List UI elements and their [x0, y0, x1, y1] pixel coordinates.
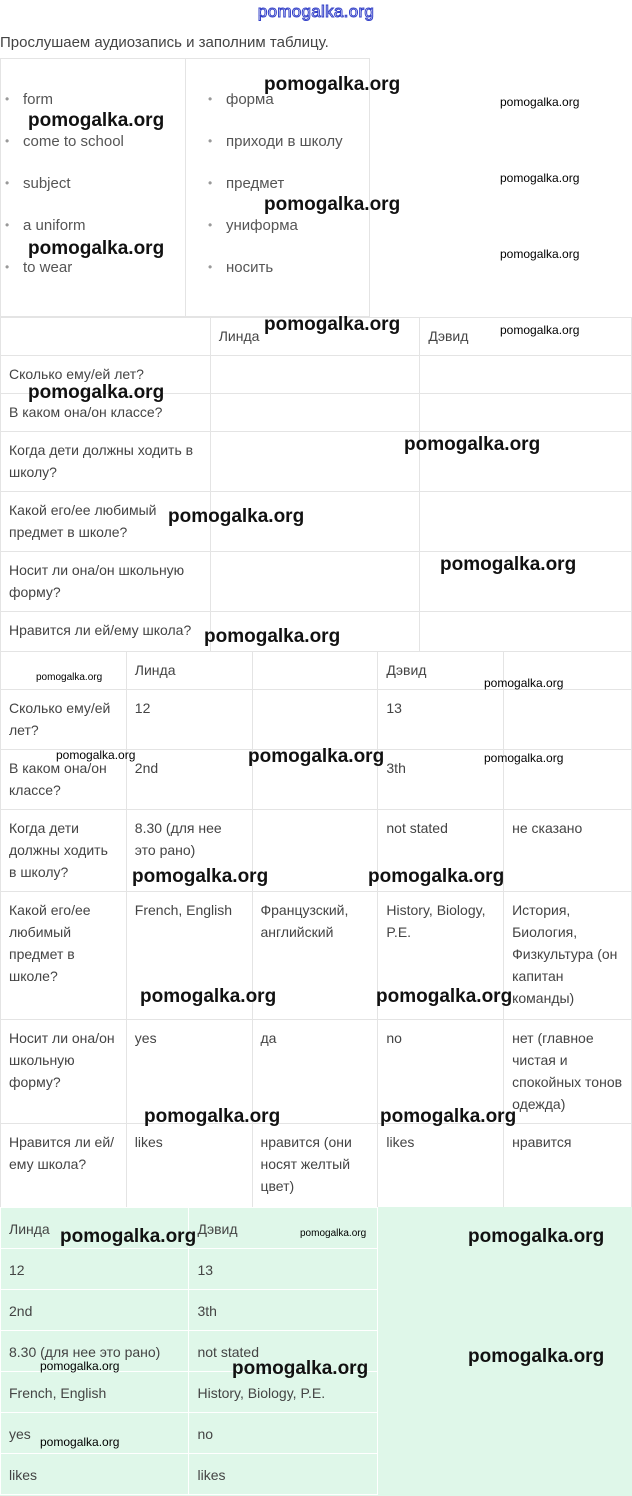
- table-row: [1, 1454, 378, 1495]
- table-row: [1, 492, 632, 552]
- table-header-cell: Дэвид: [189, 1208, 378, 1249]
- table-row: [1, 1124, 632, 1208]
- table-cell: да: [252, 1020, 378, 1124]
- table-cell: French, English: [1, 1372, 189, 1413]
- vocab-russian-column: [186, 59, 371, 316]
- table-cell: 3th: [189, 1290, 378, 1331]
- table-cell: нравится: [504, 1124, 632, 1208]
- watermark: pomogalka.org: [404, 434, 541, 455]
- answer-cell: [210, 432, 420, 492]
- watermark: pomogalka.org: [264, 74, 401, 95]
- watermark: pomogalka.org: [144, 1106, 281, 1127]
- table-header-cell: Дэвид: [420, 318, 632, 356]
- table-cell: 8.30 (для нее это рано): [126, 810, 252, 892]
- question-cell: Когда дети должны ходить в школу?: [1, 432, 211, 492]
- watermark: pomogalka.org: [140, 986, 277, 1007]
- table-cell: 2nd: [1, 1290, 189, 1331]
- table-row: [1, 690, 632, 750]
- vocab-en-item: • a uniform: [23, 217, 86, 234]
- vocabulary-table: [0, 58, 370, 317]
- questions-table-empty: [0, 317, 632, 652]
- table-cell: History, Biology, P.E.: [189, 1372, 378, 1413]
- table-cell: 13: [189, 1249, 378, 1290]
- question-cell: Сколько ему/ей лет?: [1, 356, 211, 394]
- question-cell: Когда дети должны ходить в школу?: [1, 810, 127, 892]
- watermark: pomogalka.org: [440, 554, 577, 575]
- table-row: [1, 1290, 378, 1331]
- question-cell: В каком она/он классе?: [1, 750, 127, 810]
- watermark: pomogalka.org: [500, 247, 580, 261]
- watermark: pomogalka.org: [28, 382, 165, 403]
- table-header-cell: Линда: [1, 1208, 189, 1249]
- vocab-ru-item: • носить: [226, 259, 273, 276]
- watermark: pomogalka.org: [36, 672, 103, 683]
- vocab-ru-item: • форма: [226, 91, 274, 108]
- table-header-cell: [1, 318, 211, 356]
- watermark: pomogalka.org: [168, 506, 305, 527]
- question-cell: Какой его/ее любимый предмет в школе?: [1, 892, 127, 1020]
- table-header-cell: Дэвид: [378, 652, 504, 690]
- watermark: pomogalka.org: [468, 1226, 605, 1247]
- answer-cell: [210, 356, 420, 394]
- table-cell: История, Биология, Физкультура (он капитан команды): [504, 892, 632, 1020]
- table-header-cell: [1, 652, 127, 690]
- watermark: pomogalka.org: [500, 95, 580, 109]
- answer-cell: [420, 394, 632, 432]
- table-cell: [252, 690, 378, 750]
- watermark: pomogalka.org: [28, 110, 165, 131]
- answers-table-full: [0, 651, 632, 1208]
- answer-cell: [420, 492, 632, 552]
- intro-text: Прослушаем аудиозапись и заполним таблицу.: [0, 34, 329, 51]
- table-cell: Французский, английский: [252, 892, 378, 1020]
- table-cell: 3th: [378, 750, 504, 810]
- watermark: pomogalka.org: [248, 746, 385, 767]
- answer-cell: [420, 356, 632, 394]
- table-cell: no: [378, 1020, 504, 1124]
- table-header-cell: Линда: [126, 652, 252, 690]
- watermark: pomogalka.org: [376, 986, 513, 1007]
- question-cell: Носит ли она/он школьную форму?: [1, 552, 211, 612]
- watermark: pomogalka.org: [40, 1435, 120, 1449]
- table-cell: 12: [1, 1249, 189, 1290]
- table-cell: [252, 810, 378, 892]
- watermark: pomogalka.org: [468, 1346, 605, 1367]
- answer-cell: [210, 394, 420, 432]
- table-cell: нет (главное чистая и спокойных тонов одежда): [504, 1020, 632, 1124]
- table-cell: не сказано: [504, 810, 632, 892]
- question-cell: Сколько ему/ей лет?: [1, 690, 127, 750]
- question-cell: Какой его/ее любимый предмет в школе?: [1, 492, 211, 552]
- vocab-ru-item: • предмет: [226, 175, 284, 192]
- table-cell: not stated: [189, 1331, 378, 1372]
- table-cell: yes: [1, 1413, 189, 1454]
- watermark: pomogalka.org: [40, 1359, 120, 1373]
- vocab-ru-item: • униформа: [226, 217, 298, 234]
- question-cell: Носит ли она/он школьную форму?: [1, 1020, 127, 1124]
- watermark: pomogalka.org: [264, 314, 401, 335]
- vocab-en-item: • to wear: [23, 259, 72, 276]
- table-row: [1, 1249, 378, 1290]
- table-cell: [504, 690, 632, 750]
- table-cell: 2nd: [126, 750, 252, 810]
- table-cell: 13: [378, 690, 504, 750]
- watermark: pomogalka.org: [300, 1228, 367, 1239]
- watermark: pomogalka.org: [380, 1106, 517, 1127]
- vocab-en-item: • subject: [23, 175, 71, 192]
- table-cell: 8.30 (для нее это рано): [1, 1331, 189, 1372]
- watermark: pomogalka.org: [56, 748, 136, 762]
- watermark: pomogalka.org: [264, 194, 401, 215]
- watermark: pomogalka.org: [500, 171, 580, 185]
- vocab-en-item: • form: [23, 91, 53, 108]
- table-cell: likes: [189, 1454, 378, 1495]
- table-cell: not stated: [378, 810, 504, 892]
- question-cell: Нравится ли ей/ему школа?: [1, 612, 211, 652]
- table-row: [1, 892, 632, 1020]
- vocab-en-item: • come to school: [23, 133, 124, 150]
- table-cell: yes: [126, 1020, 252, 1124]
- watermark: pomogalka.org: [368, 866, 505, 887]
- table-row: [1, 1020, 632, 1124]
- answer-summary-table: [0, 1207, 378, 1495]
- answer-cell: [210, 552, 420, 612]
- answer-cell: [420, 612, 632, 652]
- table-cell: likes: [126, 1124, 252, 1208]
- site-brand-header: pomogalka.org: [257, 2, 375, 21]
- table-cell: History, Biology, P.E.: [378, 892, 504, 1020]
- table-cell: likes: [1, 1454, 189, 1495]
- vocab-english-column: [1, 59, 186, 316]
- table-header-cell: Линда: [210, 318, 420, 356]
- watermark: pomogalka.org: [232, 1358, 369, 1379]
- table-cell: нравится (они носят желтый цвет): [252, 1124, 378, 1208]
- question-cell: Нравится ли ей/ему школа?: [1, 1124, 127, 1208]
- watermark: pomogalka.org: [500, 323, 580, 337]
- table-row: [1, 810, 632, 892]
- watermark: pomogalka.org: [484, 676, 564, 690]
- table-header-cell: [252, 652, 378, 690]
- watermark: pomogalka.org: [132, 866, 269, 887]
- table-cell: no: [189, 1413, 378, 1454]
- question-cell: В каком она/он классе?: [1, 394, 211, 432]
- watermark: pomogalka.org: [204, 626, 341, 647]
- watermark: pomogalka.org: [60, 1226, 197, 1247]
- watermark: pomogalka.org: [484, 751, 564, 765]
- table-cell: likes: [378, 1124, 504, 1208]
- table-cell: 12: [126, 690, 252, 750]
- table-cell: French, English: [126, 892, 252, 1020]
- vocab-ru-item: • приходи в школу: [226, 133, 343, 150]
- watermark: pomogalka.org: [28, 238, 165, 259]
